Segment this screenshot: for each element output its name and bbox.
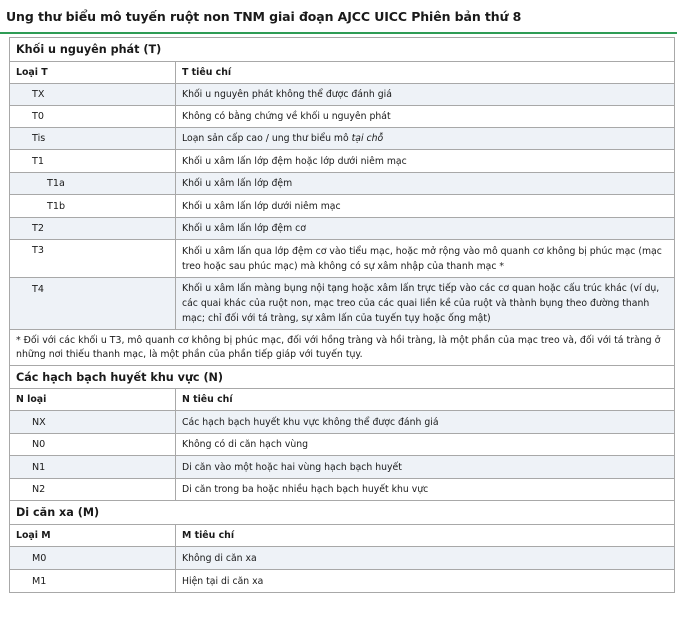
row-description: Không có di căn hạch vùng (176, 434, 675, 456)
row-description (176, 128, 675, 150)
table-row (10, 240, 675, 278)
title-divider (0, 32, 677, 34)
row-code: Tis (10, 128, 176, 150)
row-code: M1 (10, 570, 176, 593)
row-description: Khối u xâm lấn lớp đệm hoặc lớp dưới niêm mạc (176, 150, 675, 173)
footnote-row (10, 330, 675, 366)
section-heading-t: Khối u nguyên phát (T) (10, 38, 675, 62)
section-heading-n: Các hạch bạch huyết khu vực (N) (10, 366, 675, 389)
footnote: * Đối với các khối u T3, mô quanh cơ không bị phúc mạc, đối với hồng tràng và hồi tràng, là một phần của mạc treo và, đối với tá tràng ở những nơi thiếu thanh mạc, là một phần của phần tiếp giáp với tuyến tụy. (10, 330, 675, 366)
row-description: Không di căn xa (176, 547, 675, 570)
tnm-staging-table (9, 37, 675, 593)
table-row (10, 150, 675, 173)
table-row (10, 278, 675, 330)
table-row (10, 106, 675, 128)
column-header-category: N loại (10, 389, 176, 411)
table-row (10, 218, 675, 240)
column-header-row (10, 62, 675, 84)
row-code: T1a (10, 173, 176, 195)
table-row (10, 479, 675, 501)
table-row (10, 411, 675, 434)
row-description: Khối u xâm lấn lớp đệm (176, 173, 675, 195)
table-row (10, 84, 675, 106)
column-header-criteria: M tiêu chí (176, 525, 675, 547)
row-code: T4 (10, 278, 176, 330)
table-row (10, 456, 675, 479)
row-description: Hiện tại di căn xa (176, 570, 675, 593)
row-code: T0 (10, 106, 176, 128)
section-heading-m: Di căn xa (M) (10, 501, 675, 525)
row-code: T1b (10, 195, 176, 218)
row-description: Các hạch bạch huyết khu vực không thể được đánh giá (176, 411, 675, 434)
row-description: Không có bằng chứng về khối u nguyên phát (176, 106, 675, 128)
row-code: NX (10, 411, 176, 434)
table-row (10, 547, 675, 570)
table-row (10, 195, 675, 218)
row-code: N1 (10, 456, 176, 479)
row-code: M0 (10, 547, 176, 570)
row-code: T3 (10, 240, 176, 278)
row-code: N2 (10, 479, 176, 501)
row-description: Khối u xâm lấn lớp đệm cơ (176, 218, 675, 240)
row-description: Khối u xâm lấn màng bụng nội tạng hoặc xâm lấn trực tiếp vào các cơ quan hoặc cấu trúc khác (ví dụ, các quai khác của ruột non, mạc treo của các quai liền kề của ruột và thành bụng theo đường thanh mạc; chỉ đối với tá tràng, sự xâm lấn của tuyến tụy hoặc ống mật) (176, 278, 675, 330)
column-header-category: Loại T (10, 62, 176, 84)
table-row (10, 434, 675, 456)
row-description: Khối u xâm lấn lớp dưới niêm mạc (176, 195, 675, 218)
table-row (10, 173, 675, 195)
row-code: TX (10, 84, 176, 106)
column-header-category: Loại M (10, 525, 176, 547)
column-header-criteria: T tiêu chí (176, 62, 675, 84)
table-row (10, 128, 675, 150)
row-description: Khối u xâm lấn qua lớp đệm cơ vào tiểu mạc, hoặc mở rộng vào mô quanh cơ không bị phúc mạc (mạc treo hoặc sau phúc mạc) mà không có sự xâm nhập của thanh mạc * (176, 240, 675, 278)
row-description: Di căn trong ba hoặc nhiều hạch bạch huyết khu vực (176, 479, 675, 501)
page-title: Ung thư biểu mô tuyến ruột non TNM giai đoạn AJCC UICC Phiên bản thứ 8 (6, 9, 522, 24)
column-header-row (10, 389, 675, 411)
row-description-text: Loạn sản cấp cao / ung thư biểu mô (182, 133, 349, 144)
row-code: T2 (10, 218, 176, 240)
row-description-emphasis: tại chỗ (351, 133, 384, 144)
row-description: Di căn vào một hoặc hai vùng hạch bạch huyết (176, 456, 675, 479)
column-header-row (10, 525, 675, 547)
column-header-criteria: N tiêu chí (176, 389, 675, 411)
table-row (10, 570, 675, 593)
row-description: Khối u nguyên phát không thể được đánh giá (176, 84, 675, 106)
row-code: N0 (10, 434, 176, 456)
row-code: T1 (10, 150, 176, 173)
